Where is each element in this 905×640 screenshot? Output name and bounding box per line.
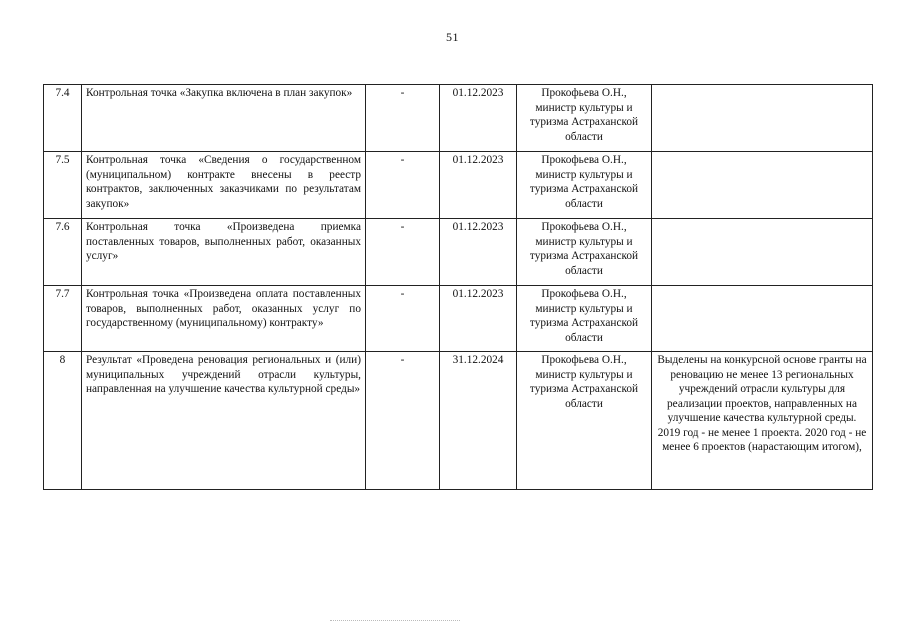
plan-table: [43, 84, 873, 490]
row-date: 01.12.2023: [440, 219, 517, 286]
row-result: [652, 286, 873, 352]
table-row: [44, 152, 873, 219]
row-description: Контрольная точка «Произведена приемка поставленных товаров, выполненных работ, оказанных услуг»: [82, 219, 366, 286]
row-number: 7.5: [44, 152, 82, 219]
row-responsible: Прокофьева О.Н., министр культуры и туризма Астраханской области: [517, 286, 652, 352]
row-result: Выделены на конкурсной основе гранты на реновацию не менее 13 региональных учреждений отрасли культуры для реализации проектов, направленных на улучшение качества культурной среды. 2019 год - не менее 1 проекта. 2020 год - не менее 6 проектов (нарастающим итогом),: [652, 352, 873, 490]
scan-artifact: [330, 620, 460, 623]
row-marker: -: [366, 219, 440, 286]
row-description: Контрольная точка «Произведена оплата поставленных товаров, выполненных работ, оказанных услуг по государственному (муниципальному) контракту»: [82, 286, 366, 352]
row-number: 7.4: [44, 85, 82, 152]
row-responsible: Прокофьева О.Н., министр культуры и туризма Астраханской области: [517, 152, 652, 219]
table-row: [44, 352, 873, 490]
row-responsible: Прокофьева О.Н., министр культуры и туризма Астраханской области: [517, 219, 652, 286]
row-number: 7.7: [44, 286, 82, 352]
row-number: 8: [44, 352, 82, 490]
row-date: 01.12.2023: [440, 152, 517, 219]
row-description: Результат «Проведена реновация региональных и (или) муниципальных учреждений отрасли культуры, направленная на улучшение качества культурной среды»: [82, 352, 366, 490]
table-row: [44, 85, 873, 152]
table-row: [44, 286, 873, 352]
row-result: [652, 219, 873, 286]
row-marker: -: [366, 152, 440, 219]
row-result: [652, 152, 873, 219]
row-marker: -: [366, 286, 440, 352]
row-description: Контрольная точка «Закупка включена в план закупок»: [82, 85, 366, 152]
table-row: [44, 219, 873, 286]
row-date: 01.12.2023: [440, 85, 517, 152]
row-responsible: Прокофьева О.Н., министр культуры и туризма Астраханской области: [517, 352, 652, 490]
row-number: 7.6: [44, 219, 82, 286]
row-description: Контрольная точка «Сведения о государственном (муниципальном) контракте внесены в реестр контрактов, заключенных заказчиками по результатам закупок»: [82, 152, 366, 219]
row-marker: -: [366, 352, 440, 490]
row-responsible: Прокофьева О.Н., министр культуры и туризма Астраханской области: [517, 85, 652, 152]
row-result: [652, 85, 873, 152]
row-date: 31.12.2024: [440, 352, 517, 490]
page-number: 51: [446, 30, 459, 44]
row-date: 01.12.2023: [440, 286, 517, 352]
row-marker: -: [366, 85, 440, 152]
